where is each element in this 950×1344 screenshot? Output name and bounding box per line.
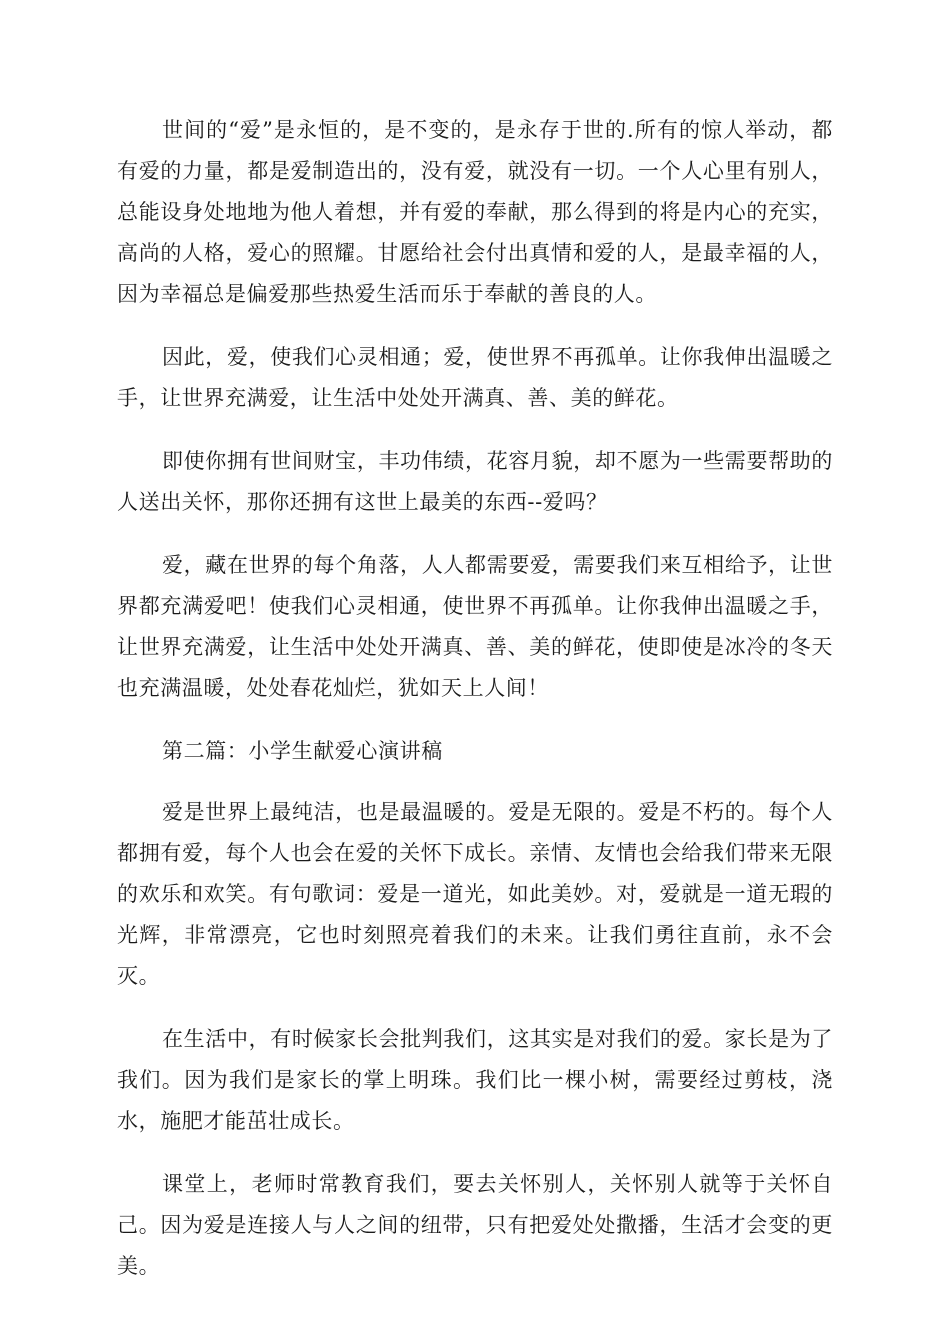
paragraph-love-eternal: 世间的“爱”是永恒的，是不变的，是永存于世的.所有的惊人举动，都有爱的力量，都是爱制造出的，没有爱，就没有一切。一个人心里有别人，总能设身处地地为他人着想，并有爱的奉献，那么得到的将是内心的充实，高尚的人格，爱心的照耀。甘愿给社会付出真情和爱的人，是最幸福的人，因为幸福总是偏爱那些热爱生活而乐于奉献的善良的人。	[117, 118, 833, 306]
paragraph-love-purest: 爱是世界上最纯洁，也是最温暖的。爱是无限的。爱是不朽的。每个人都拥有爱，每个人也会在爱的关怀下成长。亲情、友情也会给我们带来无限的欢乐和欢笑。有句歌词：爱是一道光，如此美妙。对，爱就是一道无瑕的光辉，非常漂亮，它也时刻照亮着我们的未来。让我们勇往直前，永不会灭。	[117, 800, 833, 988]
paragraph-love-everywhere: 爱，藏在世界的每个角落，人人都需要爱，需要我们来互相给予，让世界都充满爱吧！使我们心灵相通，使世界不再孤单。让你我伸出温暖之手，让世界充满爱，让生活中处处开满真、善、美的鲜花，使即使是冰冷的冬天也充满温暖，处处春花灿烂，犹如天上人间！	[117, 553, 833, 700]
document-body	[117, 110, 833, 1309]
paragraph-hearts-connected: 因此，爱，使我们心灵相通；爱，使世界不再孤单。让你我伸出温暖之手，让世界充满爱，让生活中处处开满真、善、美的鲜花。	[117, 345, 833, 410]
paragraph-wealth-question: 即使你拥有世间财宝，丰功伟绩，花容月貌，却不愿为一些需要帮助的人送出关怀，那你还拥有这世上最美的东西--爱吗？	[117, 449, 833, 514]
paragraph-parents: 在生活中，有时候家长会批判我们，这其实是对我们的爱。家长是为了我们。因为我们是家长的掌上明珠。我们比一棵小树，需要经过剪枝，浇水，施肥才能茁壮成长。	[117, 1027, 833, 1133]
section-heading: 第二篇：小学生献爱心演讲稿	[162, 739, 443, 763]
paragraph-classroom: 课堂上，老师时常教育我们，要去关怀别人，关怀别人就等于关怀自己。因为爱是连接人与人之间的纽带，只有把爱处处撒播，生活才会变的更美。	[117, 1172, 833, 1278]
